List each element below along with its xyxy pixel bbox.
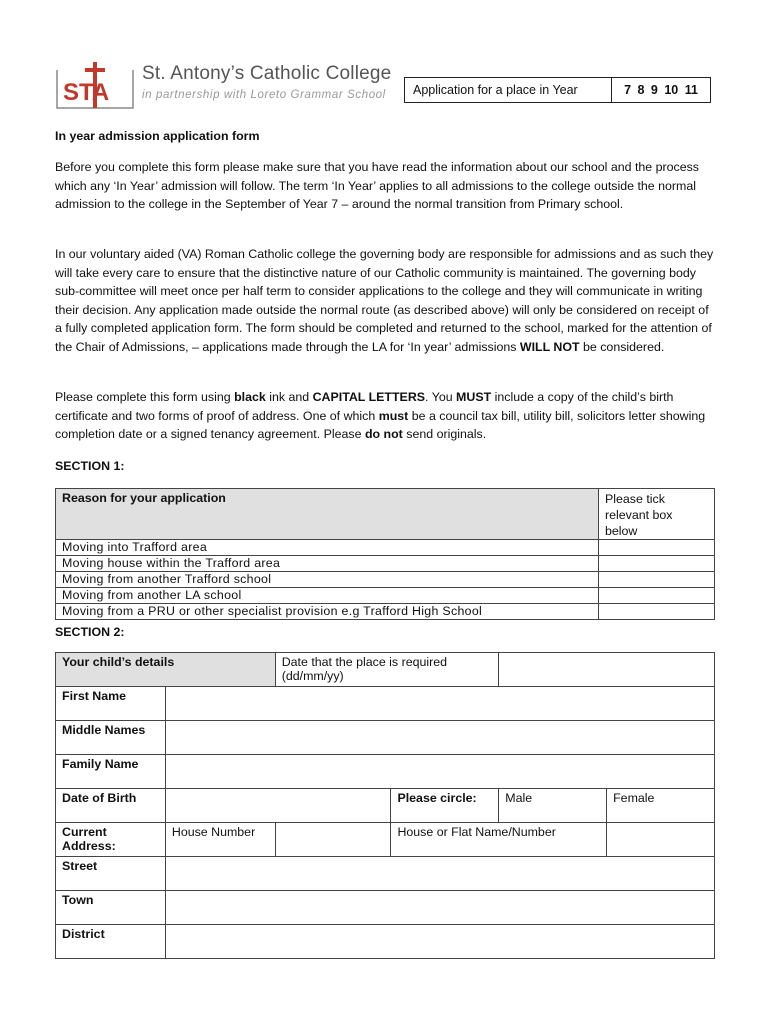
table-row (56, 572, 715, 588)
table-row (56, 604, 715, 620)
section2-title: SECTION 2: (55, 625, 125, 639)
section1-title: SECTION 1: (55, 459, 125, 473)
reason-table (55, 488, 715, 620)
table-row (56, 588, 715, 604)
tick-header: Please tick relevant box below (599, 489, 715, 540)
town-field[interactable] (165, 891, 714, 925)
district-field[interactable] (165, 925, 714, 959)
intro-paragraph: Before you complete this form please make sure that you have read the information about our school and the process which any ‘In Year’ admission will follow. The term ‘In Year’ applies to all admissions to the college outside the normal admission to the college in the September of Year 7 – around the normal transition from Primary school. (55, 160, 699, 212)
male-option[interactable]: Male (499, 789, 607, 823)
school-name: St. Antony’s Catholic College (142, 63, 392, 84)
middle-names-label: Middle Names (56, 721, 166, 755)
female-option[interactable]: Female (607, 789, 715, 823)
tick-box[interactable] (599, 556, 715, 572)
house-flat-name-label: House or Flat Name/Number (391, 823, 607, 857)
tick-box[interactable] (599, 604, 715, 620)
school-subtitle: in partnership with Loreto Grammar School (142, 89, 386, 101)
table-row (56, 540, 715, 556)
date-required-field[interactable] (499, 653, 715, 687)
year-application-box (404, 77, 711, 103)
reason-label: Moving from a PRU or other specialist provision e.g Trafford High School (56, 604, 599, 620)
reason-label: Moving house within the Trafford area (56, 556, 599, 572)
college-logo (55, 62, 137, 112)
first-name-label: First Name (56, 687, 166, 721)
middle-names-field[interactable] (165, 721, 714, 755)
street-label: Street (56, 857, 166, 891)
date-required-label: Date that the place is required (dd/mm/yy) (275, 653, 499, 687)
child-details-table (55, 652, 715, 959)
instructions-paragraph: Please complete this form using black ink and CAPITAL LETTERS. You MUST include a copy of the child’s birth certificate and two forms of proof of address. One of which must be a council tax bill, utility bill, solicitors letter showing completion date or a signed tenancy agreement. Please do not send originals. (55, 390, 706, 442)
street-field[interactable] (165, 857, 714, 891)
please-circle-label: Please circle: (391, 789, 499, 823)
house-flat-name-field[interactable] (607, 823, 715, 857)
house-number-label: House Number (165, 823, 275, 857)
house-number-field[interactable] (275, 823, 391, 857)
current-address-label: Current Address: (56, 823, 166, 857)
family-name-label: Family Name (56, 755, 166, 789)
details-header: Your child’s details (56, 653, 276, 687)
application-year-label: Application for a place in Year (405, 78, 612, 102)
form-title: In year admission application form (55, 129, 260, 143)
family-name-field[interactable] (165, 755, 714, 789)
tick-box[interactable] (599, 572, 715, 588)
logo-text: STA (63, 79, 110, 106)
reason-label: Moving from another LA school (56, 588, 599, 604)
dob-field[interactable] (165, 789, 391, 823)
reason-label: Moving from another Trafford school (56, 572, 599, 588)
governance-paragraph: In our voluntary aided (VA) Roman Catholic college the governing body are responsible for admissions and as such they will take every care to ensure that the distinctive nature of our Catholic community is maintained. The governing body sub-committee will meet once per half term to consider applications to the college and they will communicate in writing their decision. Any application made outside the normal route (as described above) will only be considered on receipt of a fully completed application form. The form should be completed and returned to the school, marked for the attention of the Chair of Admissions, – applications made through the LA for ‘In year’ admissions WILL NOT be considered. (55, 247, 714, 354)
town-label: Town (56, 891, 166, 925)
district-label: District (56, 925, 166, 959)
dob-label: Date of Birth (56, 789, 166, 823)
reason-header: Reason for your application (56, 489, 599, 540)
reason-label: Moving into Trafford area (56, 540, 599, 556)
table-row (56, 556, 715, 572)
first-name-field[interactable] (165, 687, 714, 721)
tick-box[interactable] (599, 588, 715, 604)
year-options[interactable]: 7 8 9 10 11 (624, 83, 698, 97)
tick-box[interactable] (599, 540, 715, 556)
